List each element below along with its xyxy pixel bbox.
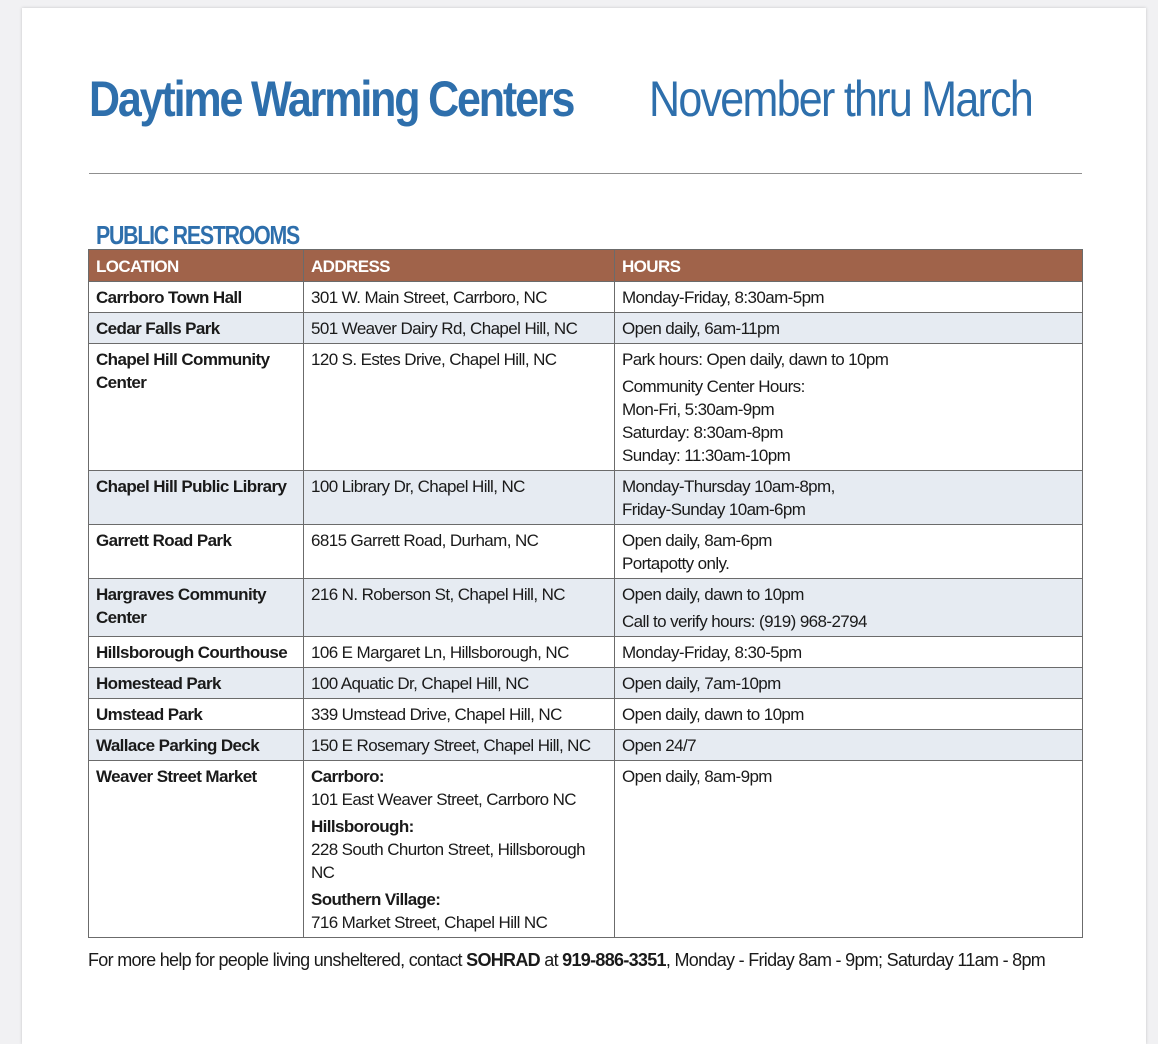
branch-label: Southern Village: xyxy=(311,890,441,909)
hours-cell xyxy=(615,471,1083,525)
title-row xyxy=(89,70,1089,140)
hours-cell xyxy=(615,668,1083,699)
section-title: PUBLIC RESTROOMS xyxy=(96,220,300,250)
hours-line: Open daily, 8am-6pm xyxy=(622,531,772,550)
footer-phone: 919-886-3351 xyxy=(562,950,666,970)
hours-cell xyxy=(615,637,1083,668)
table-row xyxy=(89,637,1083,668)
hours-line: Portapotty only. xyxy=(622,554,730,573)
address-cell: 6815 Garrett Road, Durham, NC xyxy=(304,525,615,579)
hours-cell xyxy=(615,282,1083,313)
location-cell: Chapel Hill Public Library xyxy=(89,471,304,525)
table-row xyxy=(89,313,1083,344)
page-subtitle: November thru March xyxy=(649,71,1033,127)
hours-line: Open daily, 8am-9pm xyxy=(622,767,772,786)
column-header-address: ADDRESS xyxy=(304,250,615,282)
address-cell: 120 S. Estes Drive, Chapel Hill, NC xyxy=(304,344,615,471)
branch-address: 716 Market Street, Chapel Hill NC xyxy=(311,913,548,932)
footer-org: SOHRAD xyxy=(466,950,540,970)
table-row xyxy=(89,668,1083,699)
branch-label: Hillsborough: xyxy=(311,817,414,836)
address-cell: 216 N. Roberson St, Chapel Hill, NC xyxy=(304,579,615,637)
address-cell: 150 E Rosemary Street, Chapel Hill, NC xyxy=(304,730,615,761)
table-row xyxy=(89,282,1083,313)
table-row-weaver xyxy=(89,761,1083,938)
table-body xyxy=(89,282,1083,938)
location-cell: Hillsborough Courthouse xyxy=(89,637,304,668)
address-cell: 106 E Margaret Ln, Hillsborough, NC xyxy=(304,637,615,668)
table-header-row xyxy=(89,250,1083,282)
location-cell: Umstead Park xyxy=(89,699,304,730)
table-row xyxy=(89,699,1083,730)
hours-line: Open 24/7 xyxy=(622,736,696,755)
hours-line: Monday-Friday, 8:30-5pm xyxy=(622,643,802,662)
hours-line: Open daily, 7am-10pm xyxy=(622,674,781,693)
location-cell: Homestead Park xyxy=(89,668,304,699)
column-header-location: LOCATION xyxy=(89,250,304,282)
branch-label: Carrboro: xyxy=(311,767,384,786)
table-row xyxy=(89,471,1083,525)
hours-line: Community Center Hours: xyxy=(622,377,805,396)
page-title: Daytime Warming Centers xyxy=(89,71,574,127)
branch-address: 228 South Churton Street, Hillsborough NC xyxy=(311,840,585,882)
hours-cell xyxy=(615,730,1083,761)
hours-cell xyxy=(615,699,1083,730)
address-cell xyxy=(304,761,615,938)
address-cell: 301 W. Main Street, Carrboro, NC xyxy=(304,282,615,313)
table-row xyxy=(89,525,1083,579)
hours-cell xyxy=(615,761,1083,938)
divider xyxy=(89,173,1082,174)
hours-cell xyxy=(615,344,1083,471)
footer-suffix: , Monday - Friday 8am - 9pm; Saturday 11am - 8pm xyxy=(665,950,1046,970)
document-page xyxy=(22,8,1146,1044)
location-cell: Carrboro Town Hall xyxy=(89,282,304,313)
location-cell: Chapel Hill Community Center xyxy=(89,344,304,471)
restrooms-table xyxy=(88,249,1083,938)
table-row xyxy=(89,730,1083,761)
hours-line: Monday-Thursday 10am-8pm, xyxy=(622,477,835,496)
table-row xyxy=(89,579,1083,637)
hours-cell xyxy=(615,313,1083,344)
hours-line: Open daily, dawn to 10pm xyxy=(622,705,804,724)
address-cell: 501 Weaver Dairy Rd, Chapel Hill, NC xyxy=(304,313,615,344)
table-row xyxy=(89,344,1083,471)
location-cell: Garrett Road Park xyxy=(89,525,304,579)
location-cell: Weaver Street Market xyxy=(89,761,304,938)
location-cell: Wallace Parking Deck xyxy=(89,730,304,761)
hours-line: Mon-Fri, 5:30am-9pm xyxy=(622,400,775,419)
hours-cell xyxy=(615,525,1083,579)
hours-line: Call to verify hours: (919) 968-2794 xyxy=(622,612,867,631)
hours-line: Monday-Friday, 8:30am-5pm xyxy=(622,288,824,307)
hours-line: Friday-Sunday 10am-6pm xyxy=(622,500,806,519)
hours-line: Sunday: 11:30am-10pm xyxy=(622,446,791,465)
address-cell: 100 Aquatic Dr, Chapel Hill, NC xyxy=(304,668,615,699)
location-cell: Cedar Falls Park xyxy=(89,313,304,344)
column-header-hours: HOURS xyxy=(615,250,1083,282)
footer-at: at xyxy=(539,950,563,970)
hours-line: Saturday: 8:30am-8pm xyxy=(622,423,783,442)
hours-cell xyxy=(615,579,1083,637)
hours-line: Open daily, 6am-11pm xyxy=(622,319,780,338)
footer-note xyxy=(88,950,1088,971)
footer-prefix: For more help for people living unsheltered, contact xyxy=(88,950,467,970)
hours-line: Open daily, dawn to 10pm xyxy=(622,585,804,604)
branch-address: 101 East Weaver Street, Carrboro NC xyxy=(311,790,576,809)
location-cell: Hargraves Community Center xyxy=(89,579,304,637)
address-cell: 100 Library Dr, Chapel Hill, NC xyxy=(304,471,615,525)
hours-line: Park hours: Open daily, dawn to 10pm xyxy=(622,350,889,369)
address-cell: 339 Umstead Drive, Chapel Hill, NC xyxy=(304,699,615,730)
